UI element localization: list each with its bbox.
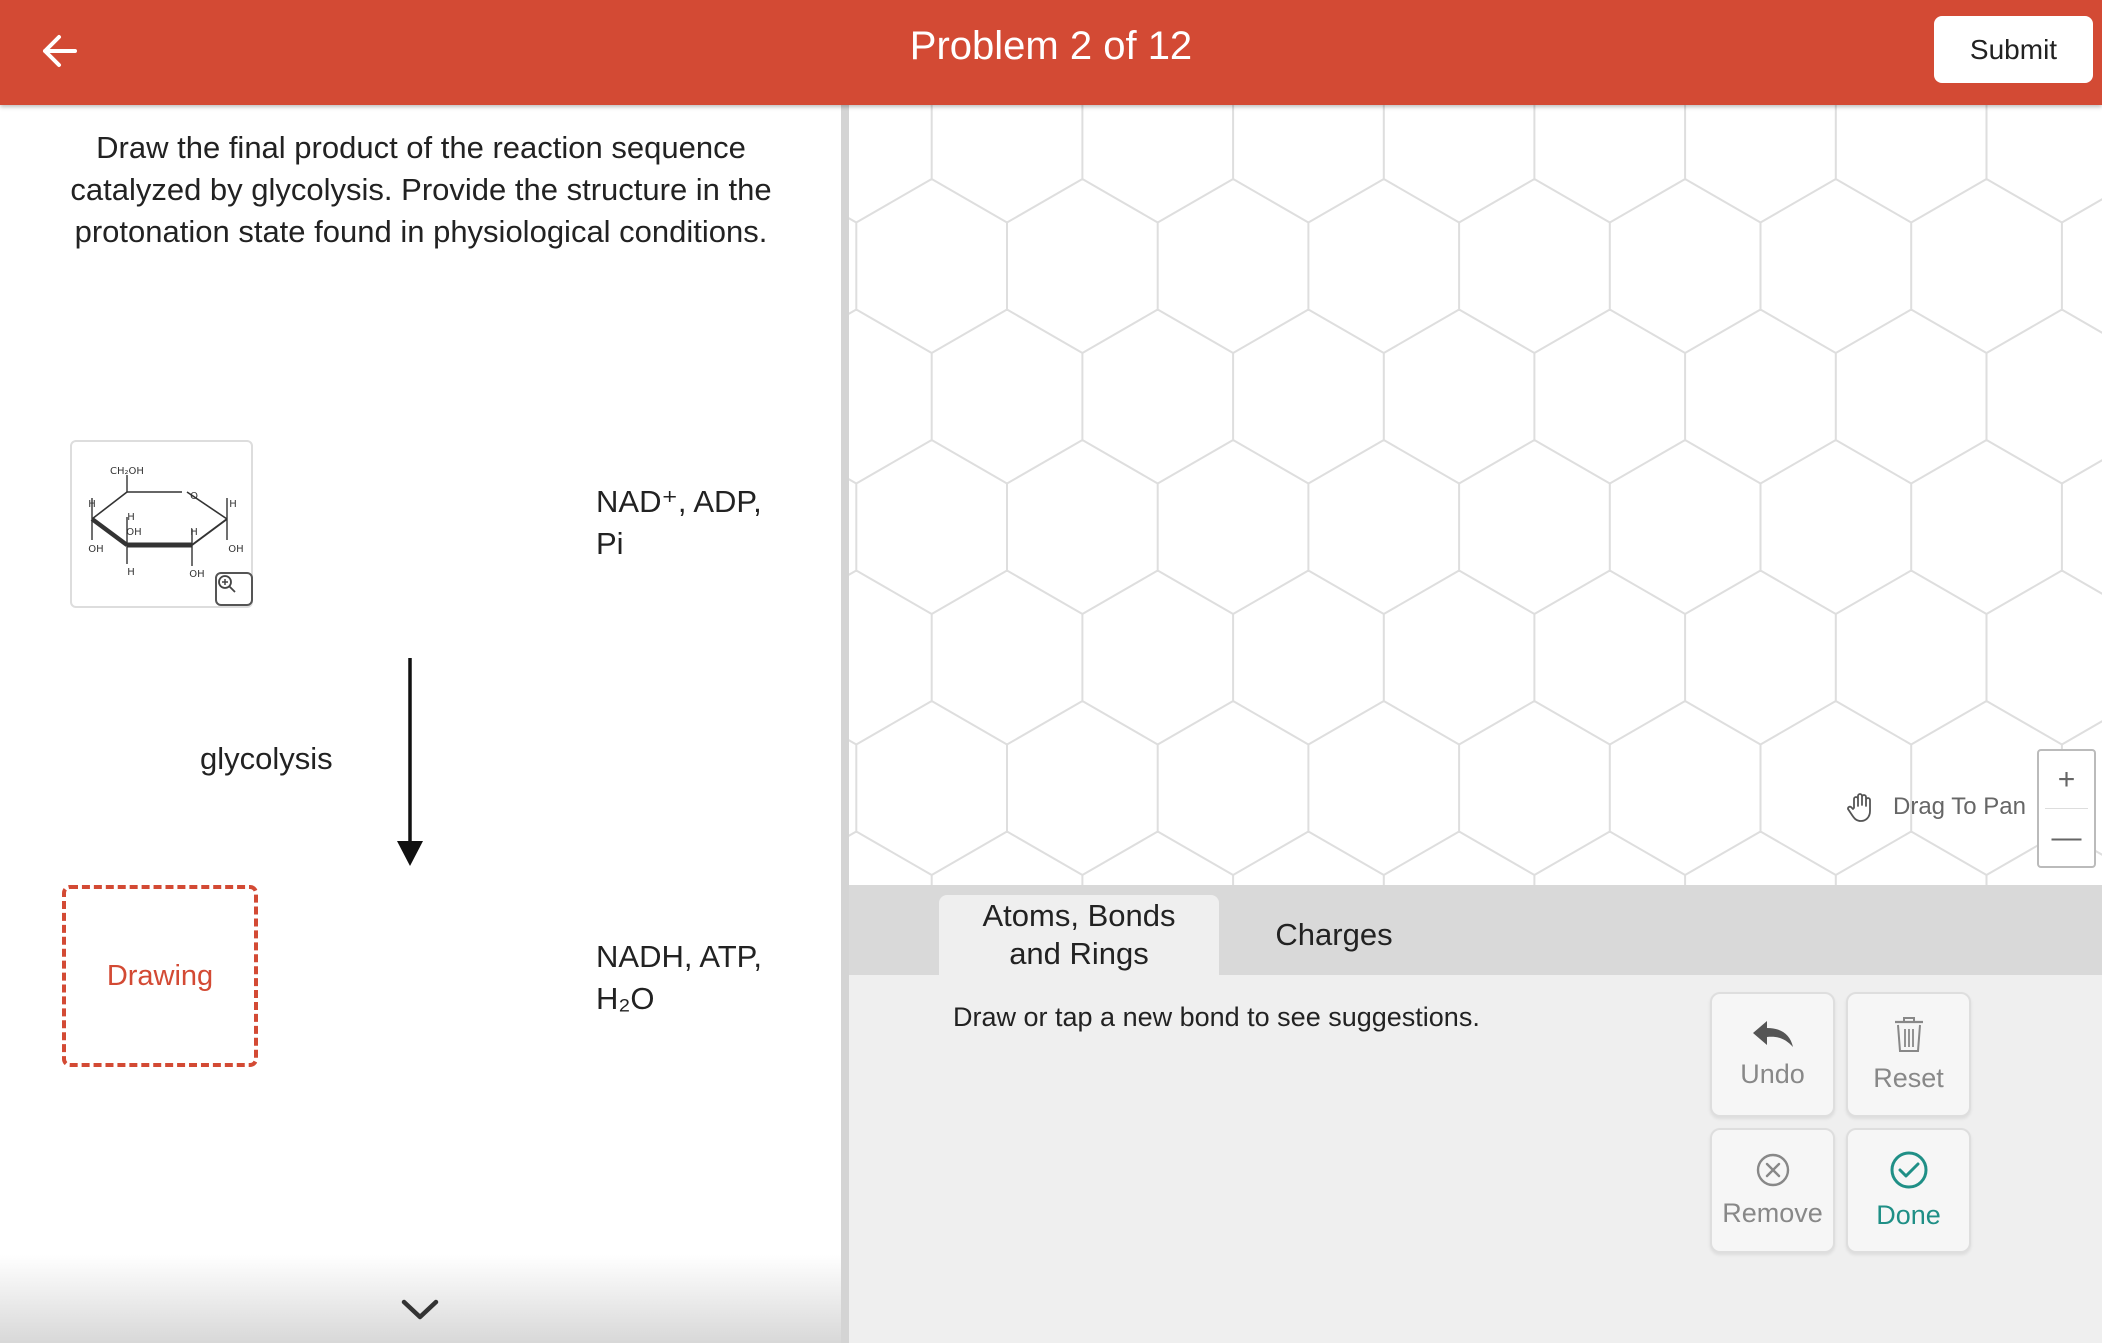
h-right-label: H bbox=[229, 499, 237, 510]
top-bar bbox=[0, 0, 2102, 105]
question-text: Draw the final product of the reaction sequence catalyzed by glycolysis. Provide the structure in the protonation state found in physiological conditions. bbox=[70, 130, 772, 249]
remove-button[interactable] bbox=[1710, 1128, 1835, 1253]
tab-atoms-bonds-rings-line1: Atoms, Bonds bbox=[982, 898, 1176, 933]
h-c4-label: H bbox=[127, 512, 135, 523]
hexagon-grid bbox=[849, 105, 2102, 885]
reset-button[interactable] bbox=[1846, 992, 1971, 1117]
reagents-top-line2: Pi bbox=[596, 526, 624, 561]
catalyst-label: glycolysis bbox=[200, 741, 333, 776]
reaction-arrow-icon bbox=[396, 658, 424, 866]
undo-label: Undo bbox=[1740, 1059, 1805, 1089]
products-bottom-line1: NADH, ATP, bbox=[596, 939, 762, 974]
oh-right-label: OH bbox=[228, 544, 244, 555]
magnify-icon[interactable] bbox=[215, 572, 253, 606]
done-button[interactable] bbox=[1846, 1128, 1971, 1253]
drag-to-pan-label: Drag To Pan bbox=[1893, 793, 2026, 820]
check-circle-icon bbox=[1889, 1150, 1929, 1190]
hand-icon bbox=[1845, 790, 1879, 824]
panel-divider[interactable] bbox=[841, 105, 849, 1343]
back-arrow-icon[interactable] bbox=[30, 22, 88, 80]
oh-c4-label: OH bbox=[126, 527, 142, 538]
zoom-control bbox=[2037, 749, 2096, 868]
hexagon-grid-lines bbox=[849, 105, 2102, 885]
oh-bottom-label: OH bbox=[189, 569, 205, 580]
trash-icon bbox=[1892, 1015, 1926, 1053]
undo-button[interactable] bbox=[1710, 992, 1835, 1117]
problem-title: Problem 2 of 12 bbox=[909, 24, 1193, 68]
done-label: Done bbox=[1876, 1200, 1941, 1230]
tab-atoms-bonds-rings[interactable] bbox=[939, 895, 1219, 975]
ch2oh-label: CH₂OH bbox=[110, 466, 144, 477]
tool-tabs bbox=[849, 885, 2102, 975]
remove-x-icon bbox=[1755, 1152, 1791, 1188]
drawing-placeholder[interactable] bbox=[62, 885, 258, 1067]
h-left-label: H bbox=[88, 499, 96, 510]
reagents-top-line1: NAD⁺, ADP, bbox=[596, 484, 762, 519]
reset-label: Reset bbox=[1873, 1063, 1944, 1093]
ring-oxygen-label: O bbox=[190, 491, 198, 502]
undo-icon bbox=[1751, 1019, 1795, 1049]
drawing-placeholder-label: Drawing bbox=[106, 959, 214, 992]
drawing-canvas[interactable] bbox=[849, 105, 2102, 885]
reagents-top bbox=[596, 481, 762, 565]
suggestion-hint: Draw or tap a new bond to see suggestions. bbox=[953, 1002, 1480, 1032]
zoom-in-button[interactable]: + bbox=[2057, 762, 2076, 796]
submit-button[interactable]: Submit bbox=[1934, 16, 2093, 83]
products-bottom bbox=[596, 936, 762, 1020]
drag-to-pan-hint bbox=[1845, 790, 2026, 824]
tool-panel bbox=[849, 885, 2102, 1343]
products-bottom-line2: H₂O bbox=[596, 981, 655, 1016]
chevron-down-icon[interactable] bbox=[395, 1290, 445, 1330]
reactant-structure-card[interactable] bbox=[70, 440, 253, 608]
tab-atoms-bonds-rings-line2: and Rings bbox=[1009, 936, 1149, 971]
tab-charges[interactable]: Charges bbox=[1275, 917, 1393, 952]
remove-label: Remove bbox=[1722, 1198, 1823, 1228]
oh-left-label: OH bbox=[88, 544, 104, 555]
h-c2-label: H bbox=[190, 527, 198, 538]
zoom-out-button[interactable]: — bbox=[2051, 820, 2082, 854]
question-panel bbox=[0, 105, 841, 1343]
h-bottom-label: H bbox=[127, 567, 135, 578]
